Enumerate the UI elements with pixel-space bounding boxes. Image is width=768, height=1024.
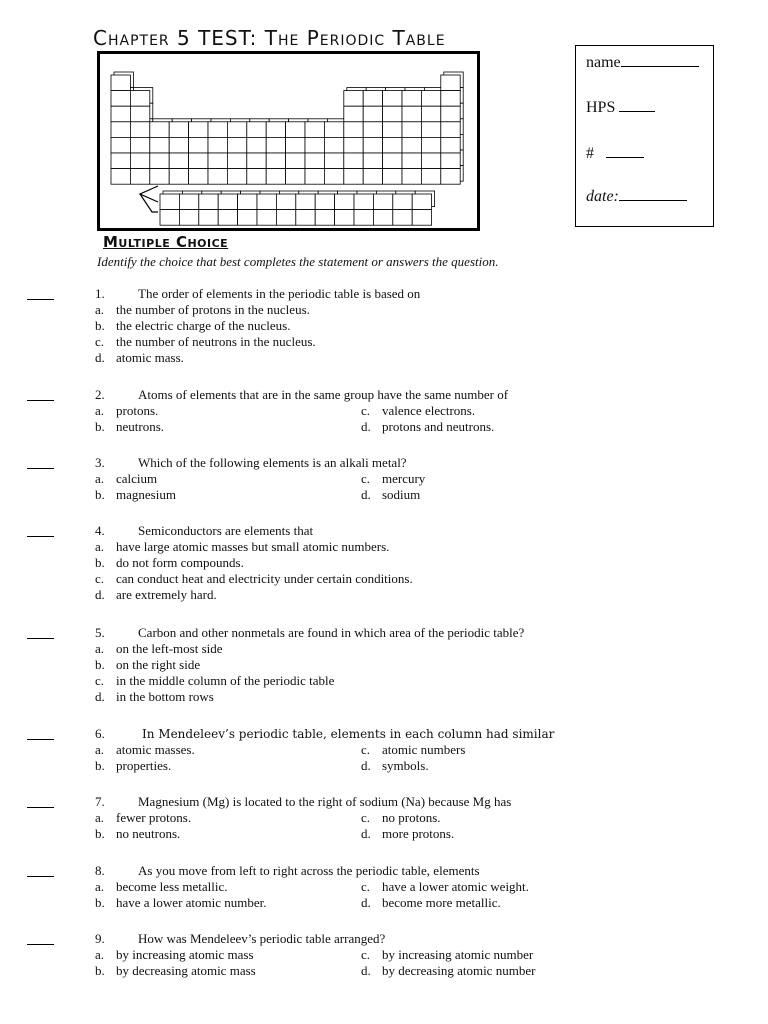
question-stem: Semiconductors are elements that (138, 523, 314, 538)
table-cell (441, 122, 460, 138)
table-cell (363, 169, 382, 185)
table-cell (441, 137, 460, 153)
answer-blank[interactable] (27, 387, 54, 401)
table-cell (160, 194, 179, 210)
table-cell (189, 153, 208, 169)
table-cell (324, 137, 343, 153)
table-cell (247, 169, 266, 185)
table-cell (305, 169, 324, 185)
table-cell (363, 91, 382, 107)
table-cell (208, 122, 227, 138)
date-field[interactable]: date: (586, 188, 687, 206)
question-stem: Carbon and other nonmetals are found in which area of the periodic table? (138, 625, 525, 640)
number-line (606, 157, 644, 158)
periodic-table-illustration (97, 51, 480, 231)
table-cell (238, 194, 257, 210)
answer-blank[interactable] (27, 455, 54, 469)
table-cell (130, 137, 149, 153)
table-cell (402, 169, 421, 185)
table-cell (421, 91, 440, 107)
question-stem: Magnesium (Mg) is located to the right of sodium (Na) because Mg has (138, 794, 512, 809)
table-cell (363, 122, 382, 138)
table-cell (363, 153, 382, 169)
hps-field[interactable]: HPS (586, 99, 655, 117)
section-instructions: Identify the choice that best completes the statement or answers the question. (97, 254, 499, 269)
table-cell (227, 153, 246, 169)
table-cell (111, 75, 130, 91)
table-cell (150, 169, 169, 185)
table-cell (199, 194, 218, 210)
question-stem: Atoms of elements that are in the same group have the same number of (138, 387, 509, 402)
table-cell (266, 137, 285, 153)
table-cell (266, 153, 285, 169)
answer-blank[interactable] (27, 726, 54, 740)
section-title: Multiple Choice (103, 233, 229, 251)
table-cell (247, 137, 266, 153)
table-cell (179, 210, 198, 226)
table-cell (111, 106, 130, 122)
table-cell (344, 106, 363, 122)
table-cell (383, 169, 402, 185)
table-cell (383, 122, 402, 138)
question-number: 6. (95, 726, 105, 741)
table-cell (286, 153, 305, 169)
table-cell (441, 169, 460, 185)
table-cell (266, 122, 285, 138)
table-cell (208, 169, 227, 185)
table-cell (257, 194, 276, 210)
table-cell (441, 91, 460, 107)
name-line (621, 66, 699, 67)
table-cell (354, 210, 373, 226)
table-cell (354, 194, 373, 210)
table-cell (344, 153, 363, 169)
table-cell (111, 169, 130, 185)
table-cell (189, 169, 208, 185)
table-cell (344, 137, 363, 153)
periodic-table-icon (100, 54, 477, 228)
answer-blank[interactable] (27, 286, 54, 300)
table-cell (111, 122, 130, 138)
table-cell (315, 194, 334, 210)
table-cell (402, 106, 421, 122)
question-number: 3. (95, 455, 105, 470)
table-cell (179, 194, 198, 210)
table-cell (344, 122, 363, 138)
name-field[interactable]: name (586, 54, 699, 72)
table-cell (441, 75, 460, 91)
table-cell (130, 153, 149, 169)
table-cell (189, 137, 208, 153)
table-cell (208, 153, 227, 169)
table-cell (335, 210, 354, 226)
table-cell (305, 137, 324, 153)
table-cell (344, 169, 363, 185)
table-cell (421, 169, 440, 185)
table-cell (150, 122, 169, 138)
table-cell (421, 106, 440, 122)
table-cell (441, 106, 460, 122)
table-cell (111, 153, 130, 169)
table-cell (150, 153, 169, 169)
question-stem: As you move from left to right across the periodic table, elements (138, 863, 480, 878)
table-cell (276, 210, 295, 226)
table-cell (276, 194, 295, 210)
table-cell (393, 194, 412, 210)
table-cell (169, 122, 188, 138)
table-cell (296, 210, 315, 226)
table-cell (111, 91, 130, 107)
table-cell (373, 194, 392, 210)
table-cell (412, 194, 431, 210)
table-cell (257, 210, 276, 226)
arrow-icon (140, 186, 158, 212)
table-cell (324, 153, 343, 169)
question-number: 4. (95, 523, 105, 538)
table-cell (402, 91, 421, 107)
table-cell (227, 169, 246, 185)
answer-blank[interactable] (27, 931, 54, 945)
table-cell (199, 210, 218, 226)
answer-blank[interactable] (27, 625, 54, 639)
table-cell (160, 210, 179, 226)
question-stem: The order of elements in the periodic table is based on (138, 286, 421, 301)
table-cell (247, 122, 266, 138)
table-cell (363, 137, 382, 153)
table-cell (130, 122, 149, 138)
table-cell (402, 122, 421, 138)
table-cell (324, 122, 343, 138)
table-cell (208, 137, 227, 153)
table-cell (383, 91, 402, 107)
question-number: 1. (95, 286, 105, 301)
question-number: 2. (95, 387, 105, 402)
table-cell (373, 210, 392, 226)
table-cell (266, 169, 285, 185)
table-cell (383, 106, 402, 122)
table-cell (169, 169, 188, 185)
answer-blank[interactable] (27, 794, 54, 808)
table-cell (169, 137, 188, 153)
table-cell (218, 210, 237, 226)
date-line (619, 200, 687, 201)
student-info-box (575, 45, 714, 227)
question-stem: How was Mendeleev’s periodic table arranged? (138, 931, 386, 946)
table-cell (441, 153, 460, 169)
table-cell (111, 137, 130, 153)
page-title: Chapter 5 TEST: The Periodic Table (93, 26, 446, 50)
table-cell (421, 137, 440, 153)
table-cell (363, 106, 382, 122)
table-cell (130, 106, 149, 122)
table-cell (227, 137, 246, 153)
question-number: 9. (95, 931, 105, 946)
table-cell (150, 137, 169, 153)
answer-blank[interactable] (27, 863, 54, 877)
table-cell (393, 210, 412, 226)
question-number: 7. (95, 794, 105, 809)
table-cell (324, 169, 343, 185)
table-cell (130, 169, 149, 185)
table-cell (344, 91, 363, 107)
question-stem: Which of the following elements is an alkali metal? (138, 455, 407, 470)
table-cell (189, 122, 208, 138)
table-cell (402, 153, 421, 169)
hps-line (619, 111, 655, 112)
table-cell (227, 122, 246, 138)
table-cell (402, 137, 421, 153)
table-cell (247, 153, 266, 169)
table-cell (315, 210, 334, 226)
table-cell (305, 153, 324, 169)
table-cell (296, 194, 315, 210)
table-cell (412, 210, 431, 226)
table-cell (421, 153, 440, 169)
table-cell (421, 122, 440, 138)
question-stem: In Mendeleev’s periodic table, elements in each column had similar (142, 727, 555, 741)
number-field[interactable]: # (586, 145, 644, 163)
table-cell (286, 137, 305, 153)
table-cell (335, 194, 354, 210)
table-cell (383, 153, 402, 169)
table-cell (305, 122, 324, 138)
table-cell (169, 153, 188, 169)
answer-blank[interactable] (27, 523, 54, 537)
question-number: 8. (95, 863, 105, 878)
table-cell (286, 169, 305, 185)
table-cell (238, 210, 257, 226)
table-cell (383, 137, 402, 153)
table-cell (218, 194, 237, 210)
question-number: 5. (95, 625, 105, 640)
table-cell (286, 122, 305, 138)
table-cell (130, 91, 149, 107)
